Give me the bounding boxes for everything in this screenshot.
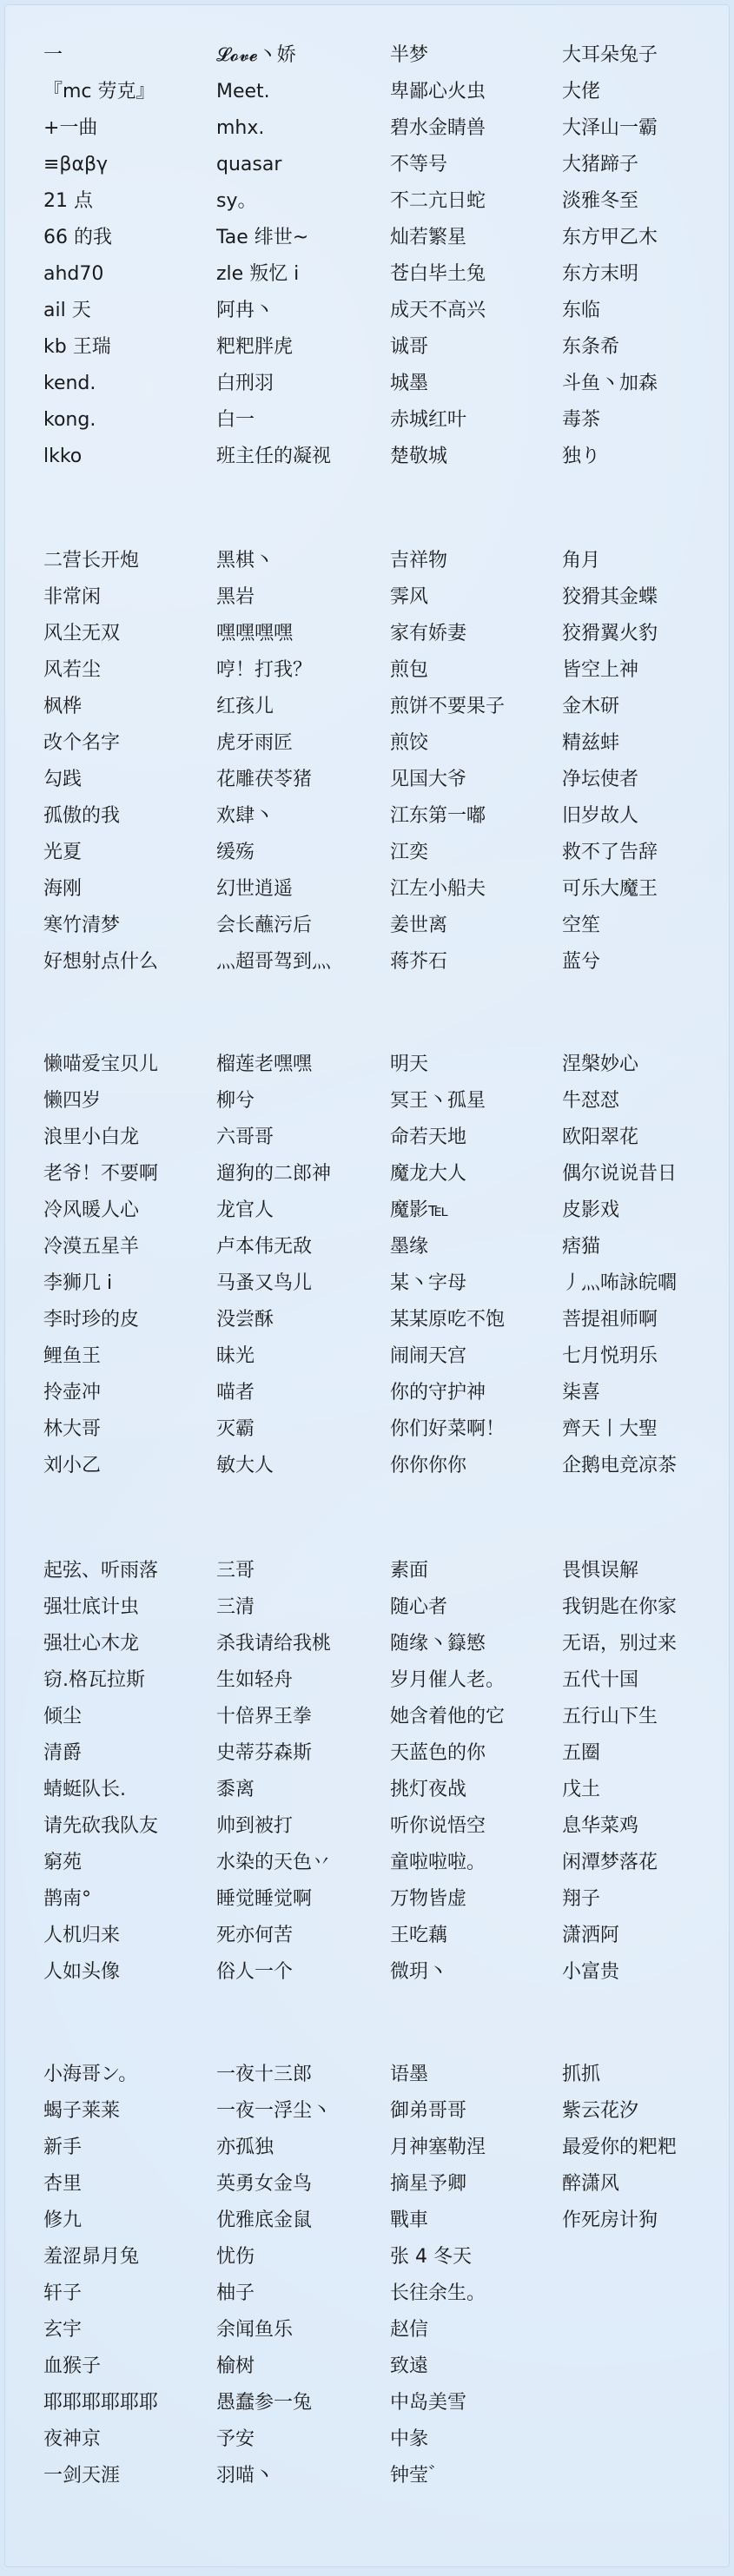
name-entry: 黑岩 (216, 586, 255, 608)
name-entry: 耶耶耶耶耶耶 (43, 2392, 159, 2414)
name-row (4, 1735, 730, 1772)
name-entry: 黑棋丶 (216, 550, 274, 571)
name-row (4, 2166, 730, 2203)
name-entry: 窃.格瓦拉斯 (43, 1669, 145, 1691)
name-entry: ahd70 (43, 263, 104, 285)
name-entry: 天蓝色的你 (390, 1742, 486, 1764)
name-row (4, 798, 730, 835)
name-entry: 轩子 (43, 2282, 83, 2304)
name-entry: 欧阳翠花 (562, 1126, 639, 1148)
name-entry: 强壮底计虫 (43, 1596, 140, 1618)
name-entry: 嘿嘿嘿嘿 (216, 623, 294, 644)
name-entry: 你的守护神 (390, 1382, 486, 1404)
name-entry: 拎壶冲 (43, 1382, 102, 1404)
name-row (4, 2130, 730, 2166)
name-entry: 大猪蹄子 (562, 154, 639, 175)
name-entry: 命若天地 (390, 1126, 467, 1148)
name-entry: 21 点 (43, 190, 93, 212)
name-entry: 五圈 (562, 1742, 601, 1764)
name-entry: 大耳朵兔子 (562, 44, 658, 66)
name-entry: 语墨 (390, 2064, 429, 2085)
name-entry: 江左小船夫 (390, 878, 486, 900)
name-row (4, 762, 730, 798)
name-entry: 杀我请给我桃 (216, 1633, 332, 1655)
name-entry: 红孩儿 (216, 696, 274, 717)
name-row (4, 1192, 730, 1229)
name-row (4, 2312, 730, 2348)
name-entry: 不等号 (390, 154, 448, 175)
name-row (4, 1229, 730, 1265)
name-entry: 生如轻舟 (216, 1669, 294, 1691)
name-entry: 吉祥物 (390, 550, 448, 571)
name-entry: 戊土 (562, 1779, 601, 1800)
name-entry: 冷漠五星羊 (43, 1236, 140, 1258)
name-row (4, 74, 730, 110)
name-entry: 见国大爷 (390, 769, 467, 790)
name-entry: 非常闲 (43, 586, 102, 608)
name-entry: 成天不高兴 (390, 300, 486, 321)
name-entry: 老爷！不要啊 (43, 1163, 159, 1185)
name-entry: 风尘无双 (43, 623, 121, 644)
name-entry: 大泽山一霸 (562, 117, 658, 139)
name-entry: 岁月催人老。 (390, 1669, 506, 1691)
name-entry: 昧光 (216, 1345, 255, 1367)
name-entry: 班主任的凝视 (216, 446, 332, 467)
name-row (4, 1808, 730, 1845)
name-entry: 随缘丶籙慜 (390, 1633, 486, 1655)
name-entry: 清爵 (43, 1742, 83, 1764)
name-entry: 缓殇 (216, 842, 255, 863)
name-entry: 抓抓 (562, 2064, 601, 2085)
name-entry: 楚敬城 (390, 446, 448, 467)
name-entry: 毒茶 (562, 409, 601, 431)
name-entry: sy。 (216, 190, 257, 212)
name-entry: 东条希 (562, 336, 620, 358)
name-entry: 俗人一个 (216, 1961, 294, 1983)
name-entry: 一 (43, 44, 63, 66)
name-entry: 涅槃妙心 (562, 1054, 639, 1075)
name-row (4, 1411, 730, 1448)
name-row (4, 110, 730, 147)
name-entry: 戰車 (390, 2209, 429, 2231)
name-entry: 长往余生。 (390, 2282, 486, 2304)
name-row (4, 183, 730, 220)
name-entry: 可乐大魔王 (562, 878, 658, 900)
name-row (4, 2458, 730, 2494)
name-entry: kong. (43, 409, 96, 431)
name-row (4, 616, 730, 652)
name-entry: 姜世离 (390, 915, 448, 936)
name-entry: 灿若繁星 (390, 227, 467, 248)
name-entry: 鹊南° (43, 1888, 92, 1910)
name-row (4, 1120, 730, 1156)
name-entry: 柒喜 (562, 1382, 601, 1404)
name-entry: 一夜一浮尘丶 (216, 2100, 332, 2122)
name-row (4, 1338, 730, 1375)
name-entry: 懒喵爱宝贝儿 (43, 1054, 159, 1075)
name-entry: 微玥丶 (390, 1961, 448, 1983)
name-row (4, 293, 730, 329)
name-entry: 𝓛𝓸𝓿𝓮丶娇 (216, 44, 296, 66)
name-entry: 钟莹゛ (390, 2465, 448, 2487)
name-entry: 马蚤又鸟儿 (216, 1272, 313, 1294)
name-entry: 风若尘 (43, 659, 102, 681)
name-entry: 修九 (43, 2209, 83, 2231)
name-row (4, 1662, 730, 1699)
name-row (4, 652, 730, 689)
name-entry: 魔影℡ (390, 1199, 449, 1221)
name-entry: 狡猾其金蝶 (562, 586, 658, 608)
name-row (4, 1302, 730, 1338)
name-entry: 煎包 (390, 659, 429, 681)
name-entry: 魔龙大人 (390, 1163, 467, 1185)
name-entry: 榴莲老嘿嘿 (216, 1054, 313, 1075)
name-entry: 东临 (562, 300, 601, 321)
name-entry: 东方甲乙木 (562, 227, 658, 248)
name-entry: 余闻鱼乐 (216, 2319, 294, 2341)
name-list-page (4, 4, 730, 2567)
name-entry: 懒四岁 (43, 1090, 102, 1112)
name-entry: 水染的天色丷 (216, 1852, 332, 1873)
name-entry: 最爱你的粑粑 (562, 2137, 678, 2158)
name-row (4, 2348, 730, 2385)
name-entry: 倾尘 (43, 1706, 83, 1727)
name-entry: 家有娇妻 (390, 623, 467, 644)
name-entry: 海刚 (43, 878, 83, 900)
name-entry: 我钥匙在你家 (562, 1596, 678, 1618)
name-entry: 遛狗的二郎神 (216, 1163, 332, 1185)
name-row (4, 1626, 730, 1662)
name-row (4, 908, 730, 944)
name-entry: 没尝酥 (216, 1309, 274, 1331)
name-entry: 菩提祖师啊 (562, 1309, 658, 1331)
name-entry: 血猴子 (43, 2355, 102, 2377)
name-row (4, 2385, 730, 2421)
name-entry: 听你说悟空 (390, 1815, 486, 1837)
name-entry: 蝎子莱莱 (43, 2100, 121, 2122)
name-entry: 你们好菜啊！ (390, 1418, 506, 1440)
name-entry: 江东第一嘟 (390, 805, 486, 827)
name-entry: 蜻蜓队长. (43, 1779, 126, 1800)
name-entry: 三哥 (216, 1560, 255, 1582)
name-entry: 独り (562, 446, 601, 467)
name-row (4, 1772, 730, 1808)
name-entry: 英勇女金鸟 (216, 2173, 313, 2195)
name-entry: 蓝兮 (562, 951, 601, 973)
name-row (4, 1918, 730, 1954)
name-row (4, 871, 730, 908)
name-entry: 喵者 (216, 1382, 255, 1404)
name-entry: 旧岁故人 (562, 805, 639, 827)
name-row (4, 366, 730, 402)
name-entry: 皆空上神 (562, 659, 639, 681)
name-entry: 角月 (562, 550, 601, 571)
name-entry: 翔子 (562, 1888, 601, 1910)
name-row (4, 579, 730, 616)
name-row (4, 725, 730, 762)
name-row (4, 1881, 730, 1918)
name-row (4, 1699, 730, 1735)
name-entry: 痞猫 (562, 1236, 601, 1258)
name-entry: 二营长开炮 (43, 550, 140, 571)
name-row (4, 2275, 730, 2312)
name-entry: 柚子 (216, 2282, 255, 2304)
name-entry: 羞涩昴月兔 (43, 2246, 140, 2268)
name-entry: 万物皆虚 (390, 1888, 467, 1910)
name-entry: 致遠 (390, 2355, 429, 2377)
name-entry: 哼！打我？ (216, 659, 313, 681)
name-row (4, 1448, 730, 1484)
name-row (4, 1083, 730, 1120)
name-entry: ≡βαβγ (43, 154, 109, 175)
name-entry: mhx. (216, 117, 265, 139)
name-entry: 墨缘 (390, 1236, 429, 1258)
name-entry: 起弦、听雨落 (43, 1560, 159, 1582)
name-entry: 挑灯夜战 (390, 1779, 467, 1800)
name-entry: 『mc 劳克』 (43, 81, 155, 102)
name-row (4, 2057, 730, 2093)
name-entry: lkko (43, 446, 83, 467)
name-entry: 帅到被打 (216, 1815, 294, 1837)
name-entry: 闲潭梦落花 (562, 1852, 658, 1873)
name-entry: 苍白毕土兔 (390, 263, 486, 285)
name-entry: 皮影戏 (562, 1199, 620, 1221)
name-entry: 幻世逍遥 (216, 878, 294, 900)
name-row (4, 439, 730, 475)
name-entry: 精兹蚌 (562, 732, 620, 754)
name-entry: 欢肆丶 (216, 805, 274, 827)
name-row (4, 1156, 730, 1192)
name-row (4, 1845, 730, 1881)
name-entry: 刘小乙 (43, 1455, 102, 1476)
name-entry: 冥王丶孤星 (390, 1090, 486, 1112)
name-entry: 白刑羽 (216, 373, 274, 394)
name-entry: 某丶字母 (390, 1272, 467, 1294)
name-entry: 五代十国 (562, 1669, 639, 1691)
name-entry: 浪里小白龙 (43, 1126, 140, 1148)
name-entry: 金木研 (562, 696, 620, 717)
name-entry: 她含着他的它 (390, 1706, 506, 1727)
name-entry: 死亦何苦 (216, 1925, 294, 1946)
name-entry: 无语，别过来 (562, 1633, 678, 1655)
name-entry: 冷风暖人心 (43, 1199, 140, 1221)
name-entry: 六哥哥 (216, 1126, 274, 1148)
name-entry: 童啦啦啦。 (390, 1852, 486, 1873)
name-entry: 十倍界王拳 (216, 1706, 313, 1727)
name-row (4, 329, 730, 366)
name-entry: 小富贵 (562, 1961, 620, 1983)
name-entry: 睡觉睡觉啊 (216, 1888, 313, 1910)
name-entry: 畏惧误解 (562, 1560, 639, 1582)
name-entry: +一曲 (43, 117, 98, 139)
name-entry: 亦孤独 (216, 2137, 274, 2158)
name-entry: 丿灬咘詠皖嚪 (562, 1272, 678, 1294)
name-entry: 中岛美雪 (390, 2392, 467, 2414)
name-row (4, 835, 730, 871)
name-row (4, 220, 730, 256)
name-row (4, 1265, 730, 1302)
name-entry: 龙官人 (216, 1199, 274, 1221)
name-entry: 诚哥 (390, 336, 429, 358)
name-entry: 勾践 (43, 769, 83, 790)
name-entry: 羽喵丶 (216, 2465, 274, 2487)
name-entry: 大佬 (562, 81, 601, 102)
name-entry: 半梦 (390, 44, 429, 66)
name-entry: 闹闹天宫 (390, 1345, 467, 1367)
name-entry: 煎饺 (390, 732, 429, 754)
name-entry: 灭霸 (216, 1418, 255, 1440)
name-entry: 息华菜鸡 (562, 1815, 639, 1837)
name-entry: 敏大人 (216, 1455, 274, 1476)
name-entry: 好想射点什么 (43, 951, 159, 973)
name-entry: 新手 (43, 2137, 83, 2158)
name-entry: 灬超哥驾到灬 (216, 951, 332, 973)
name-row (4, 37, 730, 74)
name-entry: 企鹅电竞凉茶 (562, 1455, 678, 1476)
name-entry: 优雅底金鼠 (216, 2209, 313, 2231)
name-row (4, 689, 730, 725)
name-entry: 空笙 (562, 915, 601, 936)
name-entry: 黍离 (216, 1779, 255, 1800)
name-entry: 齊天丨大聖 (562, 1418, 658, 1440)
name-entry: 三清 (216, 1596, 255, 1618)
name-row (4, 2239, 730, 2275)
name-row (4, 944, 730, 981)
name-entry: 狡猾翼火豹 (562, 623, 658, 644)
name-row (4, 1047, 730, 1083)
name-entry: 碧水金睛兽 (390, 117, 486, 139)
name-row (4, 256, 730, 293)
name-entry: 玄宇 (43, 2319, 83, 2341)
name-entry: 随心者 (390, 1596, 448, 1618)
name-entry: 赤城红叶 (390, 409, 467, 431)
name-entry: 牛怼怼 (562, 1090, 620, 1112)
name-entry: 人机归来 (43, 1925, 121, 1946)
name-entry: 赵信 (390, 2319, 429, 2341)
name-row (4, 2093, 730, 2130)
name-entry: 城墨 (390, 373, 429, 394)
name-grid (4, 4, 730, 2567)
name-entry: 李狮几 i (43, 1272, 113, 1294)
name-entry: 鲤鱼王 (43, 1345, 102, 1367)
name-entry: 一剑天涯 (43, 2465, 121, 2487)
name-entry: 请先砍我队友 (43, 1815, 159, 1837)
name-entry: kb 王瑞 (43, 336, 111, 358)
name-entry: 寒竹清梦 (43, 915, 121, 936)
name-entry: 卑鄙心火虫 (390, 81, 486, 102)
name-entry: 醉潇风 (562, 2173, 620, 2195)
name-row (4, 543, 730, 579)
name-entry: 榆树 (216, 2355, 255, 2377)
name-entry: 虎牙雨匠 (216, 732, 294, 754)
name-entry: 淡雅冬至 (562, 190, 639, 212)
name-entry: 蒋芥石 (390, 951, 448, 973)
name-entry: 明天 (390, 1054, 429, 1075)
name-entry: 粑粑胖虎 (216, 336, 294, 358)
name-entry: 予安 (216, 2428, 255, 2450)
name-entry: 小海哥ン。 (43, 2064, 138, 2085)
name-entry: Meet. (216, 81, 270, 102)
name-entry: 人如头像 (43, 1961, 121, 1983)
name-entry: 作死房计狗 (562, 2209, 658, 2231)
name-entry: 改个名字 (43, 732, 121, 754)
name-entry: 王吃藕 (390, 1925, 448, 1946)
name-row (4, 1589, 730, 1626)
name-entry: 张 4 冬天 (390, 2246, 472, 2268)
name-row (4, 2421, 730, 2458)
name-entry: 不二亢日蛇 (390, 190, 486, 212)
name-entry: kend. (43, 373, 96, 394)
name-entry: 救不了告辞 (562, 842, 658, 863)
name-entry: 林大哥 (43, 1418, 102, 1440)
name-row (4, 402, 730, 439)
name-entry: 白一 (216, 409, 255, 431)
name-entry: quasar (216, 154, 282, 175)
name-entry: 阿冉丶 (216, 300, 274, 321)
name-entry: 东方末明 (562, 263, 639, 285)
name-entry: 净坛使者 (562, 769, 639, 790)
name-entry: 愚蠢参一兔 (216, 2392, 313, 2414)
name-entry: 斗鱼丶加森 (562, 373, 658, 394)
name-entry: 66 的我 (43, 227, 112, 248)
name-entry: 摘星予卿 (390, 2173, 467, 2195)
name-entry: 枫桦 (43, 696, 83, 717)
name-entry: zle 叛忆 i (216, 263, 300, 285)
name-entry: 霁风 (390, 586, 429, 608)
name-row (4, 1553, 730, 1589)
name-entry: 窮苑 (43, 1852, 83, 1873)
name-entry: 卢本伟无敌 (216, 1236, 313, 1258)
name-entry: 某某原吃不饱 (390, 1309, 506, 1331)
name-entry: 史蒂芬森斯 (216, 1742, 313, 1764)
name-row (4, 1375, 730, 1411)
name-entry: 会长蘸污后 (216, 915, 313, 936)
name-entry: ail 天 (43, 300, 91, 321)
name-entry: 花雕茯苓猪 (216, 769, 313, 790)
name-entry: 江奕 (390, 842, 429, 863)
name-entry: 光夏 (43, 842, 83, 863)
name-row (4, 2203, 730, 2239)
name-row (4, 147, 730, 183)
name-entry: 忧伤 (216, 2246, 255, 2268)
name-entry: 偶尔说说昔日 (562, 1163, 678, 1185)
name-entry: 杏里 (43, 2173, 83, 2195)
name-entry: 紫云花汐 (562, 2100, 639, 2122)
name-entry: 孤傲的我 (43, 805, 121, 827)
name-entry: 潇洒阿 (562, 1925, 620, 1946)
name-entry: 煎饼不要果子 (390, 696, 506, 717)
name-entry: 中彖 (390, 2428, 429, 2450)
name-row (4, 1954, 730, 1991)
name-entry: 五行山下生 (562, 1706, 658, 1727)
name-entry: 素面 (390, 1560, 429, 1582)
name-entry: 李时珍的皮 (43, 1309, 140, 1331)
name-entry: 御弟哥哥 (390, 2100, 467, 2122)
name-entry: 你你你你 (390, 1455, 467, 1476)
name-entry: 七月悦玥乐 (562, 1345, 658, 1367)
name-entry: 月神塞勒涅 (390, 2137, 486, 2158)
name-entry: 强壮心木龙 (43, 1633, 140, 1655)
name-entry: 夜神京 (43, 2428, 102, 2450)
name-entry: 一夜十三郎 (216, 2064, 313, 2085)
name-entry: 柳兮 (216, 1090, 255, 1112)
name-entry: Tae 绯世~ (216, 227, 309, 248)
